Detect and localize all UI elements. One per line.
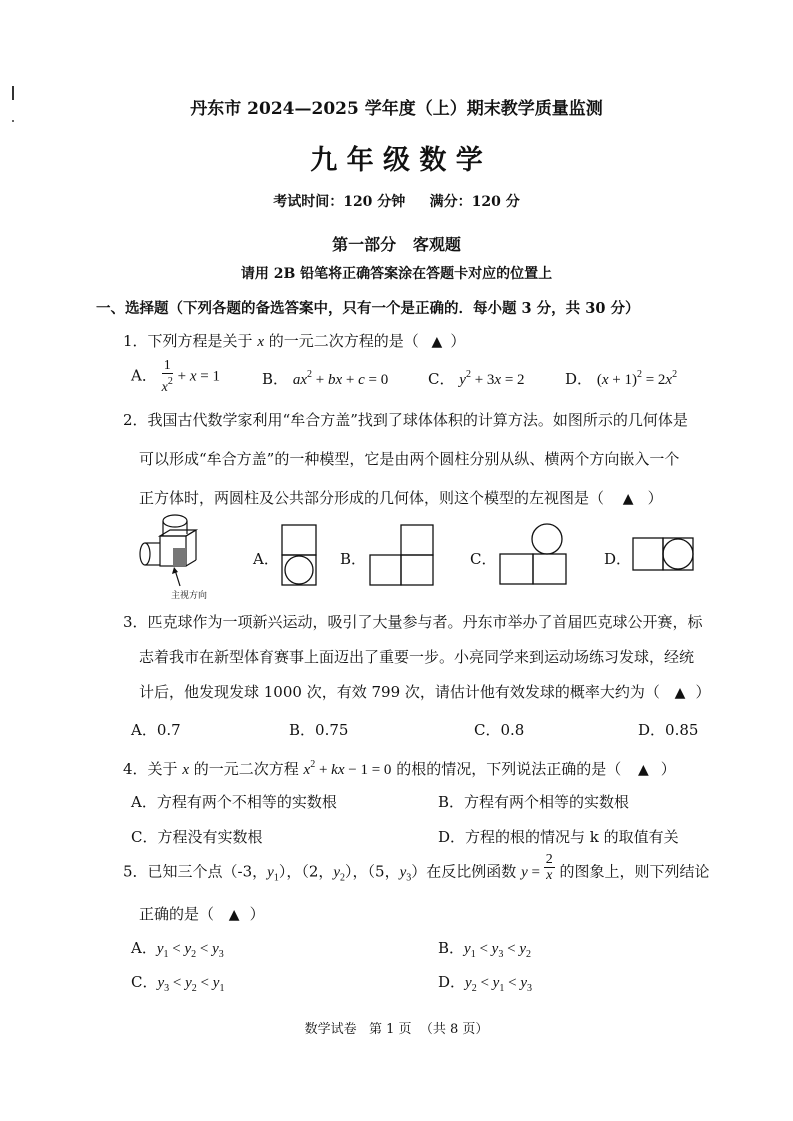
question-5-line-2: 正确的是（ ▲ ） (139, 905, 265, 923)
q2-option-c-figure (499, 522, 569, 586)
question-2-line-2: 可以形成“牟合方盖”的一种模型，它是由两个圆柱分别从纵、横两个方向嵌入一个 (139, 450, 680, 468)
q1-option-b: B． $ax^2$ + bx + c = 0 (262, 369, 389, 388)
q2-model-figure (136, 512, 226, 600)
q1-option-a: A． $\frac{1}{x^2}$ + x = 1 (131, 358, 220, 395)
q2-option-a-label: A． (253, 550, 279, 568)
q5-option-b: B．$y_1 < y_3 < y_2$ (438, 939, 531, 960)
question-2-line-1: 2．我国古代数学家利用“牟合方盖”找到了球体体积的计算方法。如图所示的几何体是 (123, 411, 688, 429)
q1-option-d: D． $(x + 1)^2 = 2x^2$ (565, 369, 678, 388)
exam-title: 丹东市 2024—2025 学年度（上）期末教学质量监测 (190, 99, 603, 119)
page-footer: 数学试卷 第 1 页 （共 8 页） (304, 1022, 489, 1037)
subject-title: 九 年 级 数 学 (310, 145, 483, 176)
part-title: 第一部分 客观题 (332, 235, 461, 254)
q5-option-d: D．$y_2 < y_1 < y_3$ (438, 973, 532, 994)
answer-mark: ▲ (228, 907, 240, 923)
q5-option-a: A．$y_1 < y_2 < y_3$ (131, 939, 224, 960)
q2-figure-caption: 主视方向 (171, 591, 208, 600)
q4-option-c: C．方程没有实数根 (131, 828, 263, 846)
q2-option-a-figure (281, 524, 317, 586)
q2-option-b-figure (369, 524, 435, 586)
q2-option-b-label: B． (340, 550, 367, 568)
question-3-line-1: 3．匹克球作为一项新兴运动，吸引了大量参与者。丹东市举办了首届匹克球公开赛，标 (123, 613, 703, 631)
q2-option-d-label: D． (604, 550, 632, 568)
margin-dot (12, 120, 14, 122)
question-5-line-1: 5．已知三个点（-3，$y_1$），（2，$y_2$），（5，$y_3$）在反比例函数 y = $\frac{2}{x}$ 的图象上，则下列结论 (123, 852, 710, 884)
answer-mark: ▲ (622, 491, 634, 507)
q1-option-c: C． $y^2 + 3x = 2$ (428, 369, 525, 388)
q4-option-b: B．方程有两个相等的实数根 (438, 793, 630, 811)
question-3-line-3: 计后，他发现发球 1000 次，有效 799 次，请估计他有效发球的概率大约为（ ▲ ） (139, 683, 711, 701)
q2-option-d-figure (632, 537, 694, 571)
question-2-line-3: 正方体时，两圆柱及公共部分形成的几何体，则这个模型的左视图是（ ▲ ） (139, 489, 663, 507)
q3-option-c: C．0.8 (474, 721, 525, 739)
q2-option-c-label: C． (470, 550, 497, 568)
part-instruction: 请用 2B 铅笔将正确答案涂在答题卡对应的位置上 (240, 266, 553, 282)
exam-info: 考试时间：120 分钟 满分：120 分 (273, 194, 520, 210)
answer-mark: ▲ (637, 762, 649, 778)
q3-option-a: A．0.7 (131, 721, 181, 739)
q3-option-b: B．0.75 (289, 721, 349, 739)
q4-option-a: A．方程有两个不相等的实数根 (131, 793, 337, 811)
q4-option-d: D．方程的根的情况与 k 的取值有关 (438, 828, 679, 846)
question-3-line-2: 志着我市在新型体育赛事上面迈出了重要一步。小亮同学来到运动场练习发球，经统 (139, 648, 695, 666)
section-title: 一、选择题（下列各题的备选答案中，只有一个是正确的．每小题 3 分，共 30 分） (96, 300, 640, 317)
answer-mark: ▲ (674, 685, 686, 701)
q3-option-d: D．0.85 (638, 721, 699, 739)
question-4: 4．关于 x 的一元二次方程 $x^2$ + kx − 1 = 0 的根的情况，下列说法正确的是（ ▲ ） (123, 759, 676, 778)
q5-option-c: C．$y_3 < y_2 < y_1$ (131, 973, 225, 994)
answer-mark: ▲ (431, 334, 443, 350)
question-1: 1．下列方程是关于 x 的一元二次方程的是（ ▲ ） (123, 332, 466, 350)
